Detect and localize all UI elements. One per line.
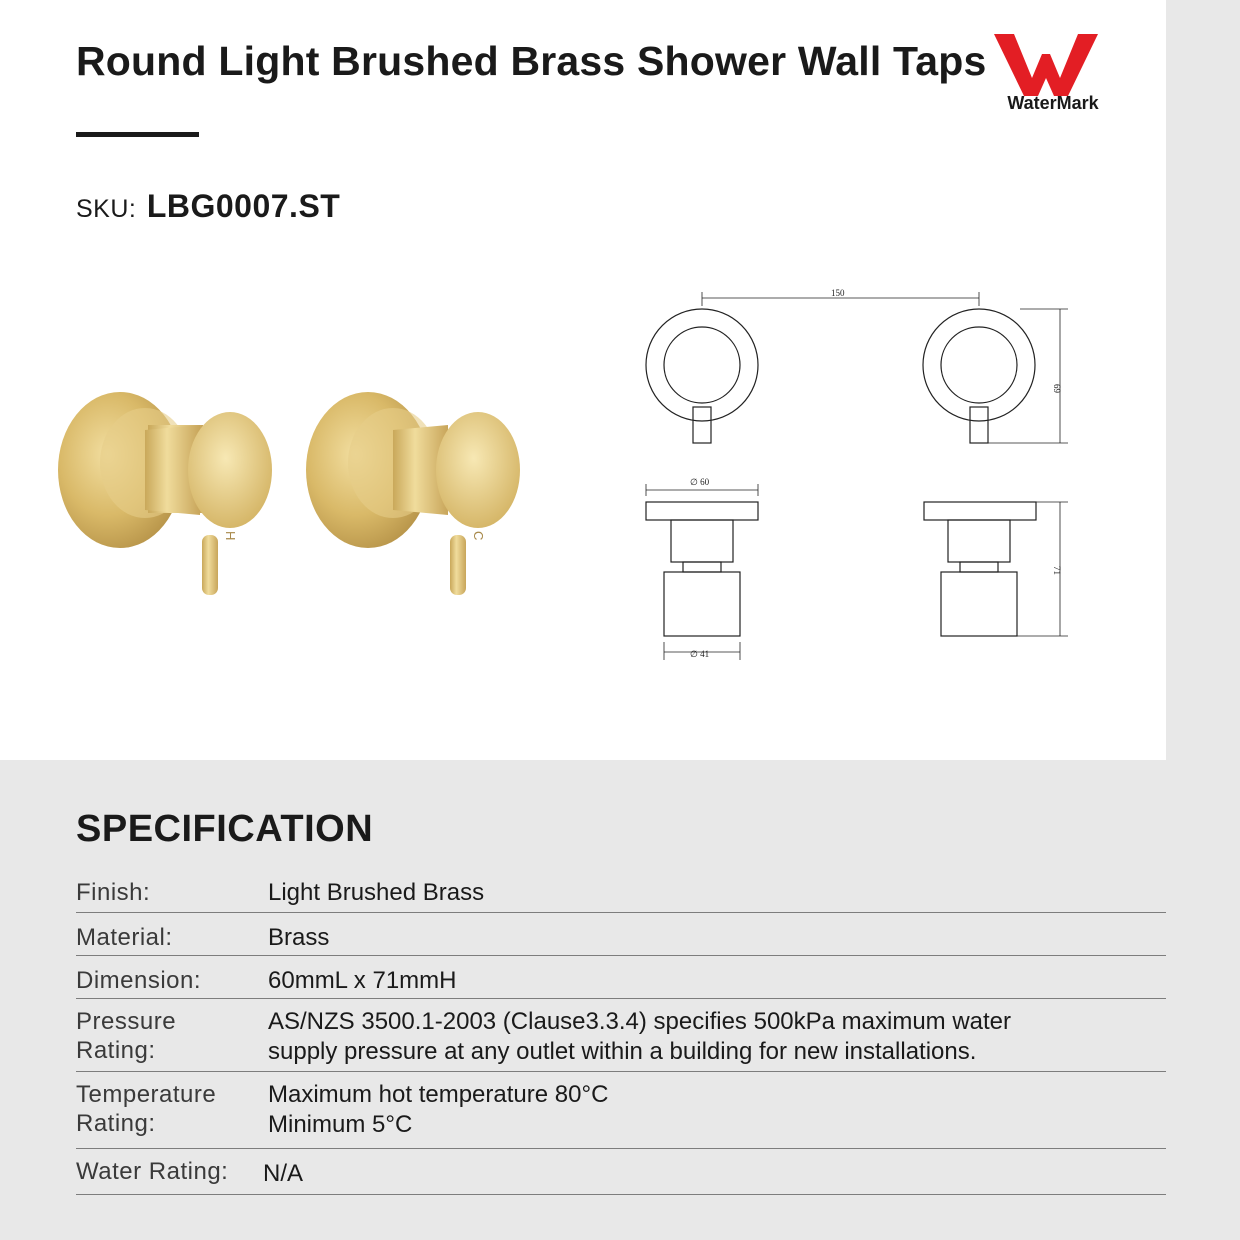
dim-height-top-label: 69: [1052, 384, 1062, 393]
spec-row-material: [76, 913, 1166, 956]
top-view-left: [646, 309, 758, 443]
spec-row-finish: [76, 866, 1166, 913]
hot-tap-image: [58, 392, 272, 595]
title-underline: [76, 132, 199, 137]
dimension-spacing: [702, 288, 979, 306]
watermark-label: WaterMark: [1007, 93, 1099, 113]
sku-value: LBG0007.ST: [146, 188, 341, 224]
specification-table: [76, 866, 1166, 1195]
spec-value-temperature-line1: Maximum hot temperature 80°C: [268, 1081, 609, 1108]
dimension-height-side: [1017, 502, 1068, 636]
spec-label-water-rating: Water Rating:: [76, 1158, 229, 1185]
spec-value-dimension: 60mmL x 71mmH: [268, 967, 457, 994]
spec-row-temperature: [76, 1072, 1166, 1149]
sku: [76, 188, 340, 225]
spec-label-temperature: Temperature Rating:: [76, 1081, 217, 1137]
spec-value-finish: Light Brushed Brass: [268, 879, 485, 906]
spec-row-pressure: [76, 999, 1166, 1072]
spec-row-dimension: [76, 956, 1166, 999]
dim-height-side-label: 71: [1052, 566, 1062, 575]
side-view-right: [924, 502, 1036, 636]
dim-plate-diameter-label: ∅ 60: [690, 477, 710, 487]
side-view-left: [646, 477, 758, 660]
sku-label: SKU:: [76, 195, 137, 223]
spec-label-material: Material:: [76, 924, 173, 951]
hot-mark: H: [223, 531, 238, 541]
spec-value-pressure-line2: supply pressure at any outlet within a building for new installations.: [268, 1038, 977, 1065]
product-photo: [50, 375, 540, 615]
spec-value-material: Brass: [268, 924, 330, 951]
dimension-height-top: [988, 309, 1068, 443]
cold-tap-image: [306, 392, 520, 595]
spec-label-pressure: Pressure Rating:: [76, 1008, 177, 1064]
dim-spacing-label: 150: [831, 288, 845, 298]
cold-mark: C: [471, 531, 486, 541]
top-view-right: [923, 309, 1035, 443]
spec-value-pressure-line1: AS/NZS 3500.1-2003 (Clause3.3.4) specifies 500kPa maximum water: [268, 1008, 1012, 1035]
page-title: Round Light Brushed Brass Shower Wall Taps: [76, 38, 987, 84]
right-margin-strip: [1166, 0, 1240, 760]
spec-row-water-rating: [76, 1149, 1166, 1195]
spec-value-water-rating: N/A: [263, 1160, 304, 1187]
specification-heading: SPECIFICATION: [76, 808, 374, 850]
spec-label-finish: Finish:: [76, 879, 151, 906]
technical-drawing: [630, 280, 1100, 670]
dim-body-diameter-label: ∅ 41: [690, 649, 710, 659]
spec-value-temperature-line2: Minimum 5°C: [268, 1111, 413, 1138]
spec-label-dimension: Dimension:: [76, 967, 202, 994]
